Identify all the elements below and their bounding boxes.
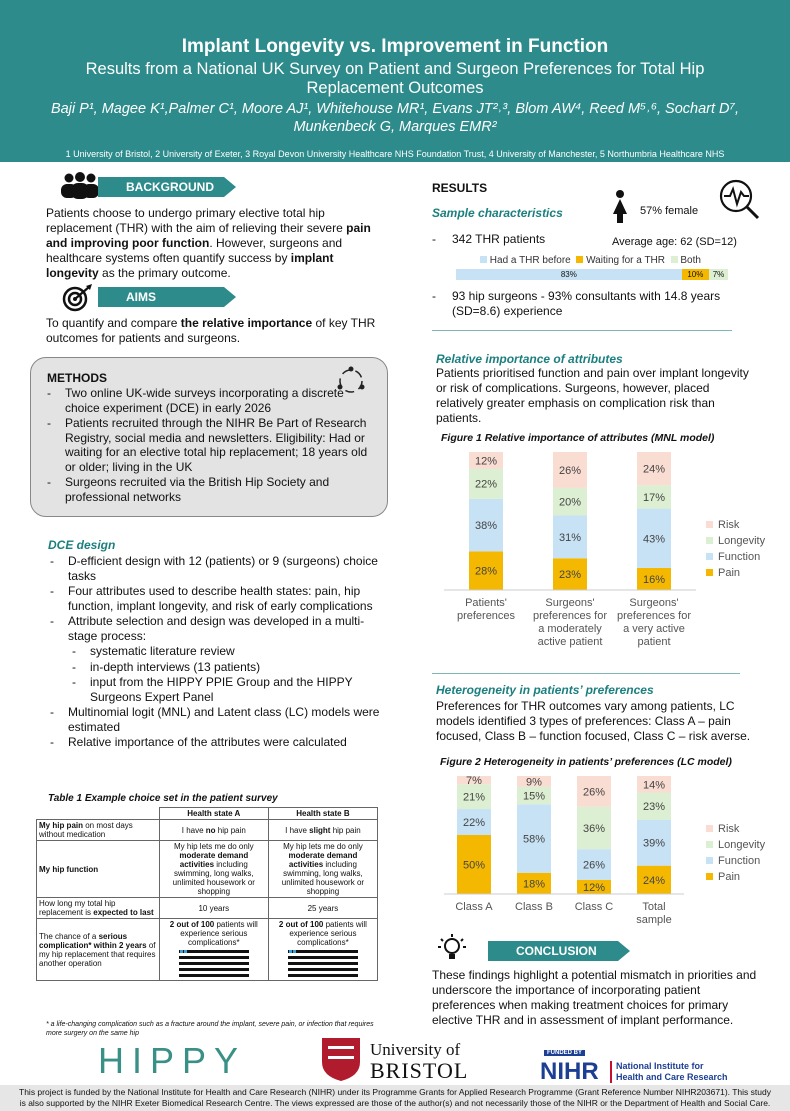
bristol-logo: University of BRISTOL bbox=[320, 1036, 490, 1084]
patients-count: - 342 THR patients bbox=[432, 232, 546, 246]
category-label: sample bbox=[636, 914, 672, 926]
table-row: The chance of a serious complication* within 2 years of my hip replacement that requires another operation 2 out of 100 patients will experience serious complications* 2 out of 100 patients will experience serious complications* bbox=[37, 919, 378, 981]
people-grid-icon bbox=[288, 949, 358, 979]
dce-heading: DCE design bbox=[48, 538, 116, 552]
legend-swatch bbox=[706, 841, 713, 848]
data-label: 50% bbox=[462, 859, 486, 872]
table-row: My hip pain on most days without medication I have no hip pain I have slight hip pain bbox=[37, 820, 378, 841]
legend-swatch bbox=[706, 569, 713, 576]
legend-swatch bbox=[706, 521, 713, 528]
figure1-chart bbox=[440, 446, 766, 656]
methods-item: - Surgeons recruited via the British Hip Society and professional networks bbox=[43, 475, 373, 504]
table1-footnote: * a life-changing complication such as a fracture around the implant, severe pain, or infection that requires more surgery on the same hip bbox=[46, 1021, 374, 1037]
data-label: 22% bbox=[474, 478, 498, 491]
poster-title: Implant Longevity vs. Improvement in Function bbox=[181, 36, 609, 57]
heterogeneity-text: Preferences for THR outcomes vary among patients, LC models identified 3 types of preferences: Class A – pain focused, Class B – function focused, Class C – risk averse. bbox=[436, 699, 751, 743]
heart-monitor-icon bbox=[718, 178, 762, 220]
authors bbox=[30, 100, 760, 136]
figure1-title: Figure 1 Relative importance of attributes (MNL model) bbox=[441, 432, 715, 444]
status-bar-segment: 7% bbox=[709, 269, 728, 280]
data-label: 15% bbox=[522, 790, 546, 803]
relative-text: Patients prioritised function and pain over implant longevity or risk of complications. Surgeons, however, placed relatively greater emphasis on complication risk than patients. bbox=[436, 366, 749, 425]
status-bar-segment: 10% bbox=[682, 269, 709, 280]
dce-subitem: - systematic literature review bbox=[46, 644, 382, 659]
legend-swatch bbox=[706, 825, 713, 832]
category-label: patient bbox=[637, 636, 671, 648]
data-label: 17% bbox=[642, 491, 666, 504]
category-label: preferences for bbox=[617, 610, 691, 622]
category-label: Surgeons' bbox=[629, 597, 679, 609]
category-label: preferences for bbox=[533, 610, 607, 622]
footer bbox=[0, 1085, 790, 1111]
category-label: Class A bbox=[455, 901, 493, 913]
dce-subitem: - input from the HIPPY PPIE Group and the HIPPY Surgeons Expert Panel bbox=[46, 675, 382, 704]
target-icon bbox=[62, 284, 94, 312]
surgeons-count: - 93 hip surgeons - 93% consultants with 14.8 years (SD=8.6) experience bbox=[432, 289, 721, 318]
divider bbox=[432, 330, 732, 331]
authors-line-2: Munkenbeck G, Marques EMR² bbox=[293, 119, 497, 135]
nihr-logo: FUNDED BY NIHR National Institute for Health and Care Research bbox=[540, 1050, 728, 1085]
legend-label: Function bbox=[718, 551, 761, 563]
dce-item: - Attribute selection and design was developed in a multi-stage process: bbox=[46, 614, 382, 643]
data-label: 24% bbox=[642, 463, 666, 476]
dce-list bbox=[46, 554, 382, 751]
data-label: 26% bbox=[558, 464, 582, 477]
conclusion-text: These findings highlight a potential mismatch in priorities and underscore the importance of incorporating patient preferences when making treatment choices for primary elective THR and in assessment of implant performance. bbox=[432, 968, 757, 1027]
legend-swatch bbox=[576, 256, 583, 263]
data-label: 21% bbox=[462, 791, 486, 804]
methods-heading: METHODS bbox=[47, 371, 107, 385]
category-label: a moderately bbox=[538, 623, 602, 635]
methods-item: - Patients recruited through the NIHR Be Part of Research Registry, social media and newsletters. Eligibility: Had or waiting for an elective total hip replacement; 18 years old or older; living in the UK bbox=[43, 416, 373, 474]
col-health-state-b: Health state B bbox=[268, 808, 377, 820]
legend-swatch bbox=[706, 857, 713, 864]
data-label: 39% bbox=[642, 837, 666, 850]
figure2-title: Figure 2 Heterogeneity in patients’ preferences (LC model) bbox=[440, 756, 732, 768]
table-row: My hip function My hip lets me do only moderate demand activities including swimming, long walks, unlimited housework or shopping My hip lets me do only moderate demand activities including swimming, long walks, unlimited housework or shopping bbox=[37, 841, 378, 898]
dce-item: - Multinomial logit (MNL) and Latent class (LC) models were estimated bbox=[46, 705, 382, 734]
footer-line-1: This project is funded by the National Institute for Health and Care Research (NIHR) under its Programme Grants for Applied Research Programme (Grant Reference Number NIHR203671). This study bbox=[19, 1087, 771, 1097]
legend-label: Pain bbox=[718, 871, 741, 883]
data-label: 28% bbox=[474, 565, 498, 578]
aims-text: To quantify and compare the relative importance of key THR outcomes for patients and surgeons. bbox=[46, 316, 376, 345]
status-legend bbox=[480, 255, 701, 266]
col-health-state-a: Health state A bbox=[159, 808, 268, 820]
female-stat: 57% female bbox=[640, 205, 699, 217]
data-label: 14% bbox=[642, 779, 666, 792]
legend-label: Waiting for a THR bbox=[586, 255, 666, 266]
hippy-logo: HIPPY bbox=[98, 1040, 247, 1081]
data-label: 43% bbox=[642, 533, 666, 546]
legend-label: Risk bbox=[718, 519, 740, 531]
data-label: 9% bbox=[526, 776, 542, 789]
aims-label: AIMS bbox=[98, 287, 224, 307]
dce-item: - D-efficient design with 12 (patients) or 9 (surgeons) choice tasks bbox=[46, 554, 382, 583]
legend-swatch bbox=[706, 553, 713, 560]
poster-subtitle: Results from a National UK Survey on Patient and Surgeon Preferences for Total Hip Replacement Outcomes bbox=[85, 60, 705, 97]
footer-line-2: is also supported by the NIHR Exeter Biomedical Research Centre. The views expressed are those of the author(s) and not necessarily those of the NIHR or the Department of Health and Social Care. bbox=[19, 1098, 771, 1108]
people-grid-icon bbox=[179, 949, 249, 979]
affiliations: 1 University of Bristol, 2 University of Exeter, 3 Royal Devon University Healthcare NHS Foundation Trust, 4 University of Manchester, 5 Northumbria Healthcare NHS bbox=[65, 149, 725, 159]
female-icon bbox=[610, 190, 630, 224]
people-icon bbox=[58, 172, 102, 200]
category-label: active patient bbox=[537, 636, 603, 648]
data-label: 16% bbox=[642, 573, 666, 586]
legend-swatch bbox=[706, 537, 713, 544]
legend-label: Risk bbox=[718, 823, 740, 835]
heterogeneity-heading: Heterogeneity in patients’ preferences bbox=[436, 683, 654, 697]
poster-header bbox=[0, 0, 790, 162]
category-label: Patients' bbox=[465, 597, 507, 609]
relative-heading: Relative importance of attributes bbox=[436, 352, 623, 366]
background-label: BACKGROUND bbox=[98, 177, 224, 197]
age-stat: Average age: 62 (SD=12) bbox=[612, 236, 737, 248]
figure2-chart bbox=[440, 770, 766, 935]
authors-line-1: Baji P¹, Magee K¹,Palmer C¹, Moore AJ¹, Whitehouse MR¹, Evans JT²˒³, Blom AW⁴, Reed M⁵˒⁶, Sochart D⁷, bbox=[50, 101, 740, 117]
data-label: 23% bbox=[642, 801, 666, 814]
nihr-divider bbox=[610, 1061, 612, 1083]
data-label: 12% bbox=[474, 455, 498, 468]
legend-label: Longevity bbox=[718, 839, 766, 851]
status-bar-segment: 83% bbox=[456, 269, 682, 280]
dce-item: - Four attributes used to describe health states: pain, hip function, implant longevity, and risk of early complications bbox=[46, 584, 382, 613]
bristol-crest-icon bbox=[320, 1036, 362, 1082]
data-label: 58% bbox=[522, 833, 546, 846]
sample-heading: Sample characteristics bbox=[432, 206, 563, 220]
dce-subitem: - in-depth interviews (13 patients) bbox=[46, 660, 382, 675]
data-label: 18% bbox=[522, 878, 546, 891]
category-label: Class C bbox=[574, 901, 614, 913]
table-row: How long my total hip replacement is expected to last 10 years 25 years bbox=[37, 898, 378, 919]
results-heading: RESULTS bbox=[432, 181, 488, 195]
divider bbox=[432, 673, 740, 674]
data-label: 23% bbox=[558, 569, 582, 582]
methods-item: - Two online UK-wide surveys incorporating a discrete choice experiment (DCE) in early 2026 bbox=[43, 386, 373, 415]
category-label: Surgeons' bbox=[545, 597, 595, 609]
legend-swatch bbox=[671, 256, 678, 263]
legend-label: Pain bbox=[718, 567, 741, 579]
methods-box bbox=[30, 357, 388, 517]
background-text: Patients choose to undergo primary elective total hip replacement (THR) with the aim of relieving their severe pain and improving poor function. However, surgeons and healthcare systems often quantify success by implant longevity as the primary outcome. bbox=[46, 206, 371, 280]
data-label: 36% bbox=[582, 822, 606, 835]
legend-swatch bbox=[480, 256, 487, 263]
data-label: 12% bbox=[582, 881, 606, 894]
dce-item: - Relative importance of the attributes were calculated bbox=[46, 735, 382, 750]
category-label: Class B bbox=[515, 901, 553, 913]
lightbulb-icon bbox=[438, 933, 466, 963]
data-label: 20% bbox=[558, 496, 582, 509]
legend-label: Longevity bbox=[718, 535, 766, 547]
legend-label: Both bbox=[680, 255, 701, 266]
category-label: Total bbox=[642, 901, 666, 913]
data-label: 31% bbox=[558, 531, 582, 544]
choice-set-table bbox=[36, 807, 378, 981]
category-label: a very active bbox=[623, 623, 685, 635]
data-label: 7% bbox=[466, 775, 482, 788]
data-label: 38% bbox=[474, 520, 498, 533]
data-label: 26% bbox=[582, 859, 606, 872]
data-label: 22% bbox=[462, 817, 486, 830]
data-label: 26% bbox=[582, 786, 606, 799]
legend-swatch bbox=[706, 873, 713, 880]
category-label: preferences bbox=[456, 610, 516, 622]
legend-label: Had a THR before bbox=[489, 255, 571, 266]
table1-caption: Table 1 Example choice set in the patient survey bbox=[48, 793, 278, 804]
methods-list bbox=[43, 386, 373, 505]
legend-label: Function bbox=[718, 855, 761, 867]
conclusion-label: CONCLUSION bbox=[488, 941, 618, 961]
data-label: 24% bbox=[642, 874, 666, 887]
